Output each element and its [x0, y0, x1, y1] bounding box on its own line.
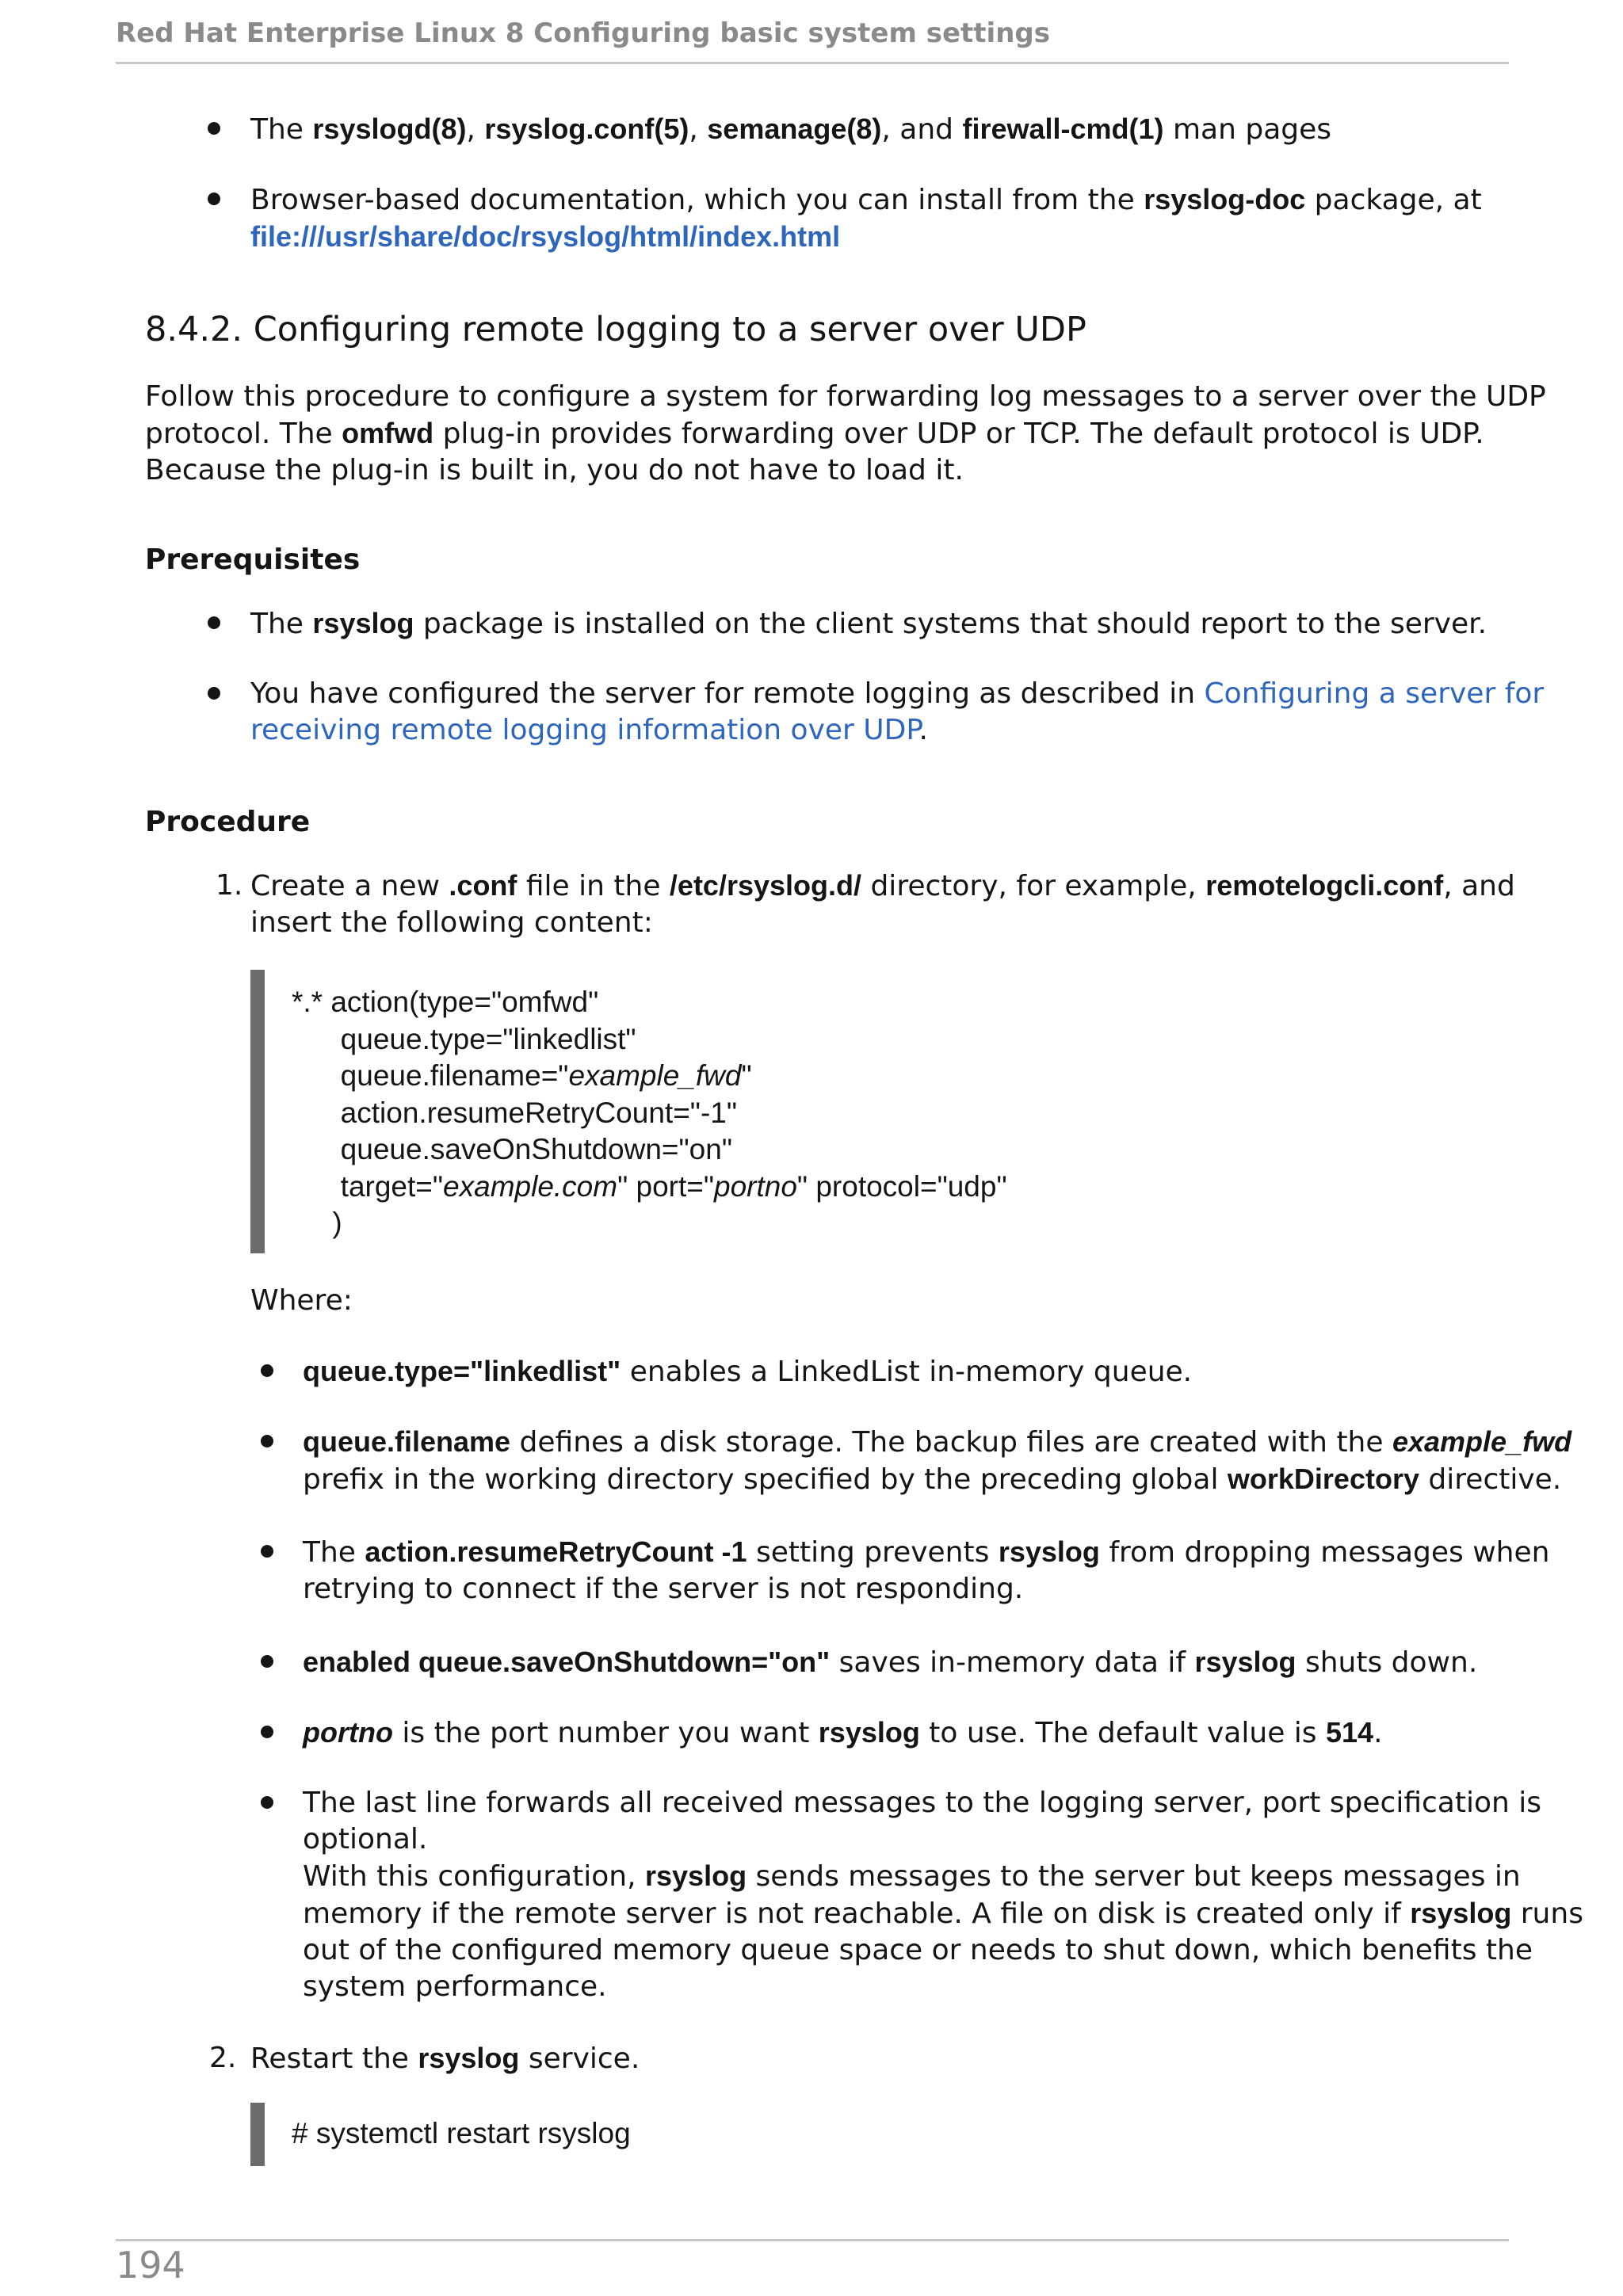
plugin-name: omfwd [342, 417, 434, 449]
note-item [303, 1353, 1192, 1390]
text: plug-in provides forwarding over UDP or TCP. The default protocol is UDP. [433, 418, 1484, 450]
code-line: queue.saveOnShutdown="on" [292, 1133, 732, 1165]
code-line: " protocol="udp" [796, 1169, 1007, 1203]
footer-rule [116, 2239, 1509, 2241]
where-label: Where: [250, 1284, 353, 1317]
text: The [250, 113, 313, 146]
directive-name: workDirectory [1227, 1463, 1419, 1495]
note-item [303, 1785, 1583, 2005]
note-item [303, 1424, 1571, 1498]
text: sends messages to the server but keeps messages in [747, 1860, 1521, 1893]
placeholder-value: portno [714, 1169, 797, 1203]
bullet [261, 1364, 273, 1377]
default-port: 514 [1325, 1716, 1374, 1749]
man-page-name: semanage(8) [707, 113, 882, 145]
text: . [1373, 1717, 1383, 1749]
file-extension: .conf [449, 869, 517, 902]
step-number: 1. [216, 869, 243, 902]
text: saves in-memory data if [830, 1646, 1195, 1679]
man-page-name: rsyslogd(8) [312, 113, 467, 145]
package-name: rsyslog [312, 607, 414, 639]
text: , and [881, 113, 963, 146]
option-name: queue.type="linkedlist" [303, 1355, 621, 1387]
text: package is installed on the client systems that should report to the server. [414, 608, 1487, 640]
prerequisites-heading: Prerequisites [145, 543, 361, 576]
text: memory if the remote server is not reachable. A file on disk is created only if [303, 1897, 1411, 1930]
list-item [250, 605, 1487, 643]
step-text [250, 868, 1515, 941]
code-block-bar [250, 2103, 265, 2166]
running-header: Red Hat Enterprise Linux 8 Configuring basic system settings [116, 17, 1509, 64]
bullet [261, 1796, 273, 1809]
text: optional. [303, 1823, 428, 1855]
service-name: rsyslog [418, 2042, 520, 2074]
option-name: action.resumeRetryCount -1 [365, 1535, 747, 1568]
bullet [261, 1545, 273, 1558]
text: protocol. The [145, 418, 342, 450]
placeholder-value: example_fwd [1392, 1425, 1572, 1458]
text: service. [519, 2042, 640, 2075]
text: Browser-based documentation, which you can install from the [250, 184, 1144, 216]
text: directive. [1419, 1463, 1562, 1496]
placeholder-value: portno [303, 1716, 393, 1749]
step-text [250, 2040, 640, 2077]
bullet [208, 616, 220, 629]
code-line: ) [292, 1207, 342, 1239]
text: , and [1443, 870, 1515, 902]
man-page-name: rsyslog.conf(5) [484, 113, 689, 145]
text: Create a new [250, 870, 449, 902]
text: system performance. [303, 1970, 607, 2003]
bullet [208, 122, 220, 135]
directory-path: /etc/rsyslog.d/ [669, 869, 862, 902]
text: is the port number you want [392, 1717, 819, 1749]
list-item [250, 181, 1482, 256]
service-name: rsyslog [1194, 1646, 1296, 1678]
intro-paragraph [145, 379, 1546, 489]
code-line: " port=" [617, 1169, 714, 1203]
option-name: queue.filename [303, 1425, 511, 1458]
code-line: *.* action(type="omfwd" [292, 986, 599, 1018]
service-name: rsyslog [1410, 1897, 1512, 1929]
code-line: target=" [292, 1169, 444, 1203]
option-name: enabled queue.saveOnShutdown="on" [303, 1646, 831, 1678]
code-block-bar [250, 970, 265, 1253]
bullet [261, 1435, 273, 1447]
text: shuts down. [1296, 1646, 1478, 1679]
text: Because the plug-in is built in, you do not have to load it. [145, 454, 964, 486]
doc-link[interactable]: file:///usr/share/doc/rsyslog/html/index.html [250, 220, 841, 253]
text: The [303, 1536, 365, 1569]
step-number: 2. [209, 2042, 237, 2074]
text: directory, for example, [861, 870, 1206, 902]
config-code-block [292, 984, 1007, 1242]
bullet [208, 687, 220, 700]
xref-link[interactable]: receiving remote logging information over UDP [250, 714, 919, 746]
bullet [261, 1655, 273, 1668]
code-line: queue.filename=" [292, 1059, 569, 1092]
text: runs [1511, 1897, 1583, 1930]
text: , [689, 113, 708, 146]
text: retrying to connect if the server is not responding. [303, 1573, 1024, 1605]
text: . [918, 714, 928, 746]
placeholder-value: example.com [443, 1169, 618, 1203]
bullet [261, 1726, 273, 1738]
list-item [250, 111, 1331, 148]
text: prefix in the working directory specified by the preceding global [303, 1463, 1228, 1496]
note-item [303, 1714, 1383, 1752]
text: out of the configured memory queue space or needs to shut down, which benefits the [303, 1934, 1533, 1966]
xref-link[interactable]: Configuring a server for [1204, 677, 1545, 710]
service-name: rsyslog [645, 1859, 747, 1892]
code-line: " [741, 1059, 752, 1092]
text: , [466, 113, 485, 146]
code-line: action.resumeRetryCount="-1" [292, 1096, 737, 1129]
text: enables a LinkedList in-memory queue. [621, 1356, 1193, 1388]
command-code-block: # systemctl restart rsyslog [292, 2117, 631, 2149]
text: defines a disk storage. The backup files are created with the [510, 1426, 1392, 1459]
page-number: 194 [116, 2244, 185, 2286]
procedure-heading: Procedure [145, 806, 311, 838]
text: setting prevents [747, 1536, 999, 1569]
note-item [303, 1644, 1477, 1681]
code-line: queue.type="linkedlist" [292, 1022, 636, 1055]
text: file in the [517, 870, 670, 902]
text: from dropping messages when [1099, 1536, 1550, 1569]
text: man pages [1163, 113, 1332, 146]
text: The [250, 608, 313, 640]
package-name: rsyslog-doc [1144, 183, 1306, 215]
bullet [208, 193, 220, 205]
service-name: rsyslog [818, 1716, 920, 1749]
placeholder-value: example_fwd [568, 1059, 742, 1092]
man-page-name: firewall-cmd(1) [962, 113, 1164, 145]
text: Follow this procedure to configure a system for forwarding log messages to a server over the UDP [145, 380, 1546, 413]
text: With this configuration, [303, 1860, 645, 1893]
text: insert the following content: [250, 906, 653, 939]
note-item [303, 1534, 1549, 1608]
text: to use. The default value is [919, 1717, 1326, 1749]
text: package, at [1305, 184, 1482, 216]
list-item [250, 676, 1544, 749]
text: Restart the [250, 2042, 418, 2075]
file-name: remotelogcli.conf [1205, 869, 1444, 902]
service-name: rsyslog [998, 1535, 1100, 1568]
section-title: 8.4.2. Configuring remote logging to a server over UDP [145, 310, 1086, 349]
text: You have configured the server for remote logging as described in [250, 677, 1205, 710]
text: The last line forwards all received messages to the logging server, port specification is [303, 1787, 1542, 1819]
